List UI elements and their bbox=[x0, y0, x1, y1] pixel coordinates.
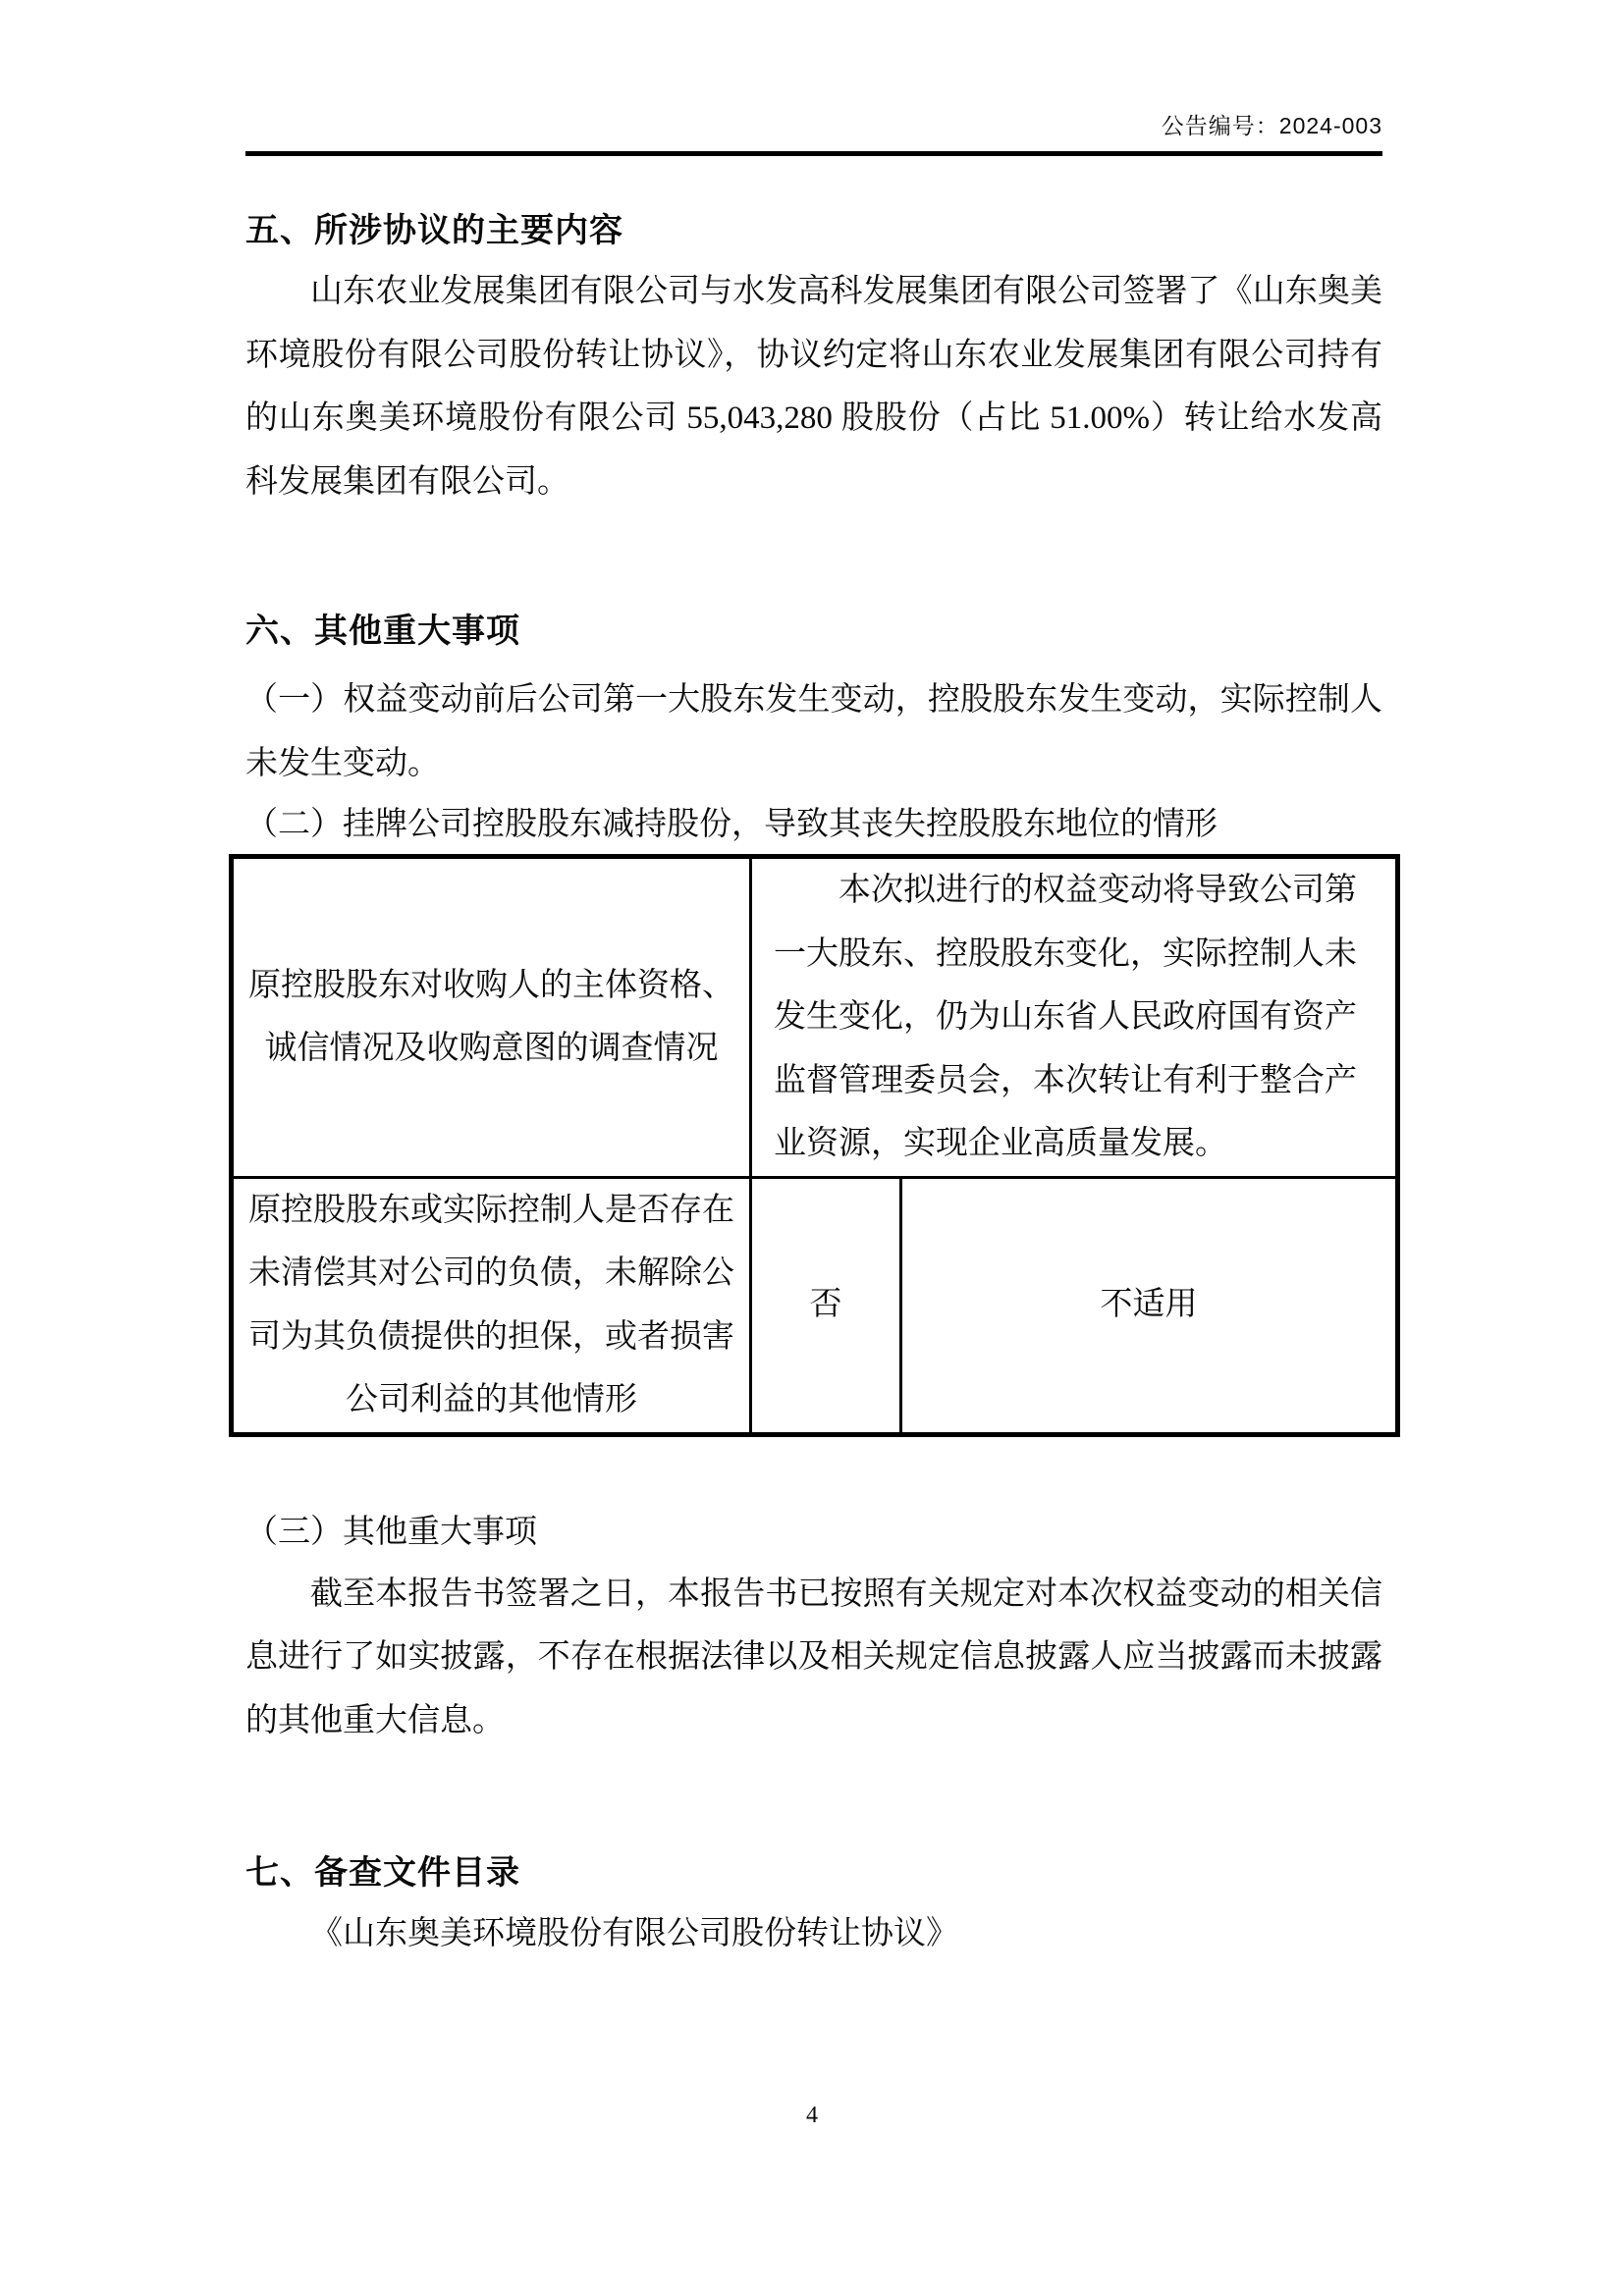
section-seven-heading: 七、备查文件目录 bbox=[245, 1854, 520, 1892]
table-row1-label-cell: 原控股股东对收购人的主体资格、诚信情况及收购意图的调查情况 bbox=[232, 857, 751, 1178]
table-row2-value-cell: 不适用 bbox=[901, 1177, 1398, 1434]
page-number: 4 bbox=[806, 2103, 818, 2128]
section-six-item3-paragraph: 截至本报告书签署之日，本报告书已按照有关规定对本次权益变动的相关信息进行了如实披露，不存在根据法律以及相关规定信息披露人应当披露而未披露的其他重大信息。 bbox=[245, 1575, 1382, 1738]
table-row bbox=[232, 1177, 1398, 1434]
table-row2-label-cell: 原控股股东或实际控制人是否存在未清偿其对公司的负债，未解除公司为其负债提供的担保，或者损害公司利益的其他情形 bbox=[232, 1177, 751, 1434]
table-row bbox=[232, 857, 1398, 1178]
section-five-heading: 五、所涉协议的主要内容 bbox=[245, 212, 623, 249]
header-divider-rule bbox=[245, 151, 1382, 156]
table-row1-value-cell: 本次拟进行的权益变动将导致公司第一大股东、控股股东变化，实际控制人未发生变化，仍为山东省人民政府国有资产监督管理委员会，本次转让有利于整合产业资源，实现企业高质量发展。 bbox=[751, 857, 1398, 1178]
disclosure-table bbox=[229, 854, 1400, 1437]
section-seven-document-item: 《山东奥美环境股份有限公司股份转让协议》 bbox=[310, 1916, 958, 1951]
section-six-item3-heading: （三）其他重大事项 bbox=[245, 1514, 537, 1550]
section-six-heading: 六、其他重大事项 bbox=[245, 613, 520, 650]
table-row2-answer-cell: 否 bbox=[751, 1177, 901, 1434]
section-six-item1: （一）权益变动前后公司第一大股东发生变动，控股股东发生变动，实际控制人未发生变动。 bbox=[245, 682, 1382, 781]
section-six-item2: （二）挂牌公司控股股东减持股份，导致其丧失控股股东地位的情形 bbox=[245, 807, 1218, 842]
announcement-number: 公告编号：2024-003 bbox=[1161, 113, 1382, 138]
section-five-paragraph: 山东农业发展集团有限公司与水发高科发展集团有限公司签署了《山东奥美环境股份有限公司股份转让协议》，协议约定将山东农业发展集团有限公司持有的山东奥美环境股份有限公司 55,043,280 股股份（占比 51.00%）转让给水发高科发展集团有限公司。 bbox=[245, 274, 1382, 500]
